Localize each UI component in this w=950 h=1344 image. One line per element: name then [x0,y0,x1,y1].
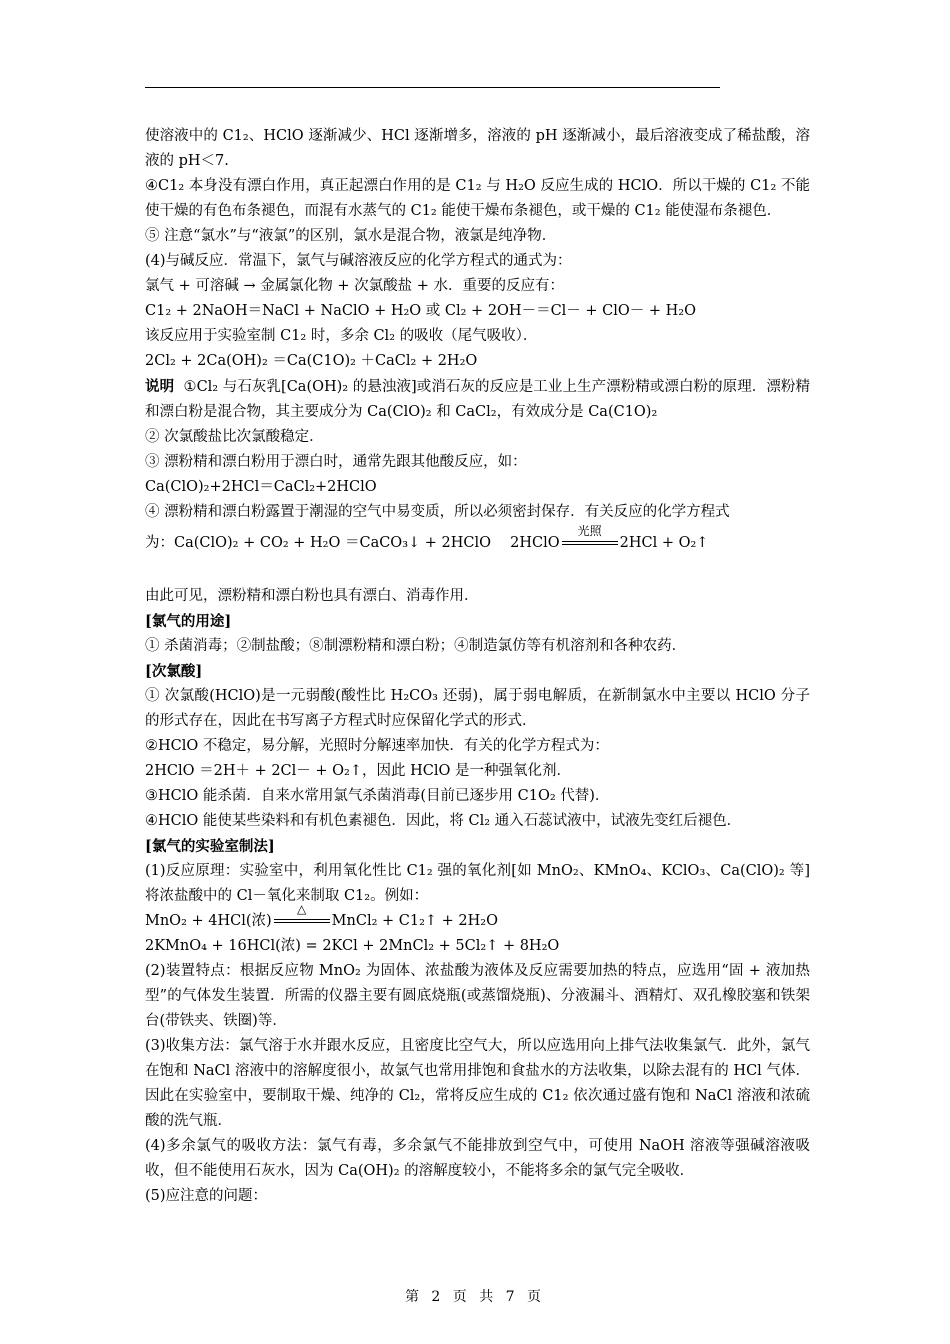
paragraph: ② 次氯酸盐比次氯酸稳定． [145,429,324,445]
paragraph: (4)与碱反应．常温下，氯气与碱溶液反应的化学方程式的通式为： [145,253,572,269]
paragraph: 由此可见，漂粉精和漂白粉也具有漂白、消毒作用． [145,588,479,604]
paragraph: ②HClO 不稳定，易分解，光照时分解速率加快．有关的化学方程式为： [145,738,609,754]
section-heading: [氯气的实验室制法] [145,838,275,855]
equation: 2HClO ＝2H＋ + 2Cl－ + O₂↑，因此 HClO 是一种强氧化剂． [145,763,571,779]
note-text: ①Cl₂ 与石灰乳[Ca(OH)₂ 的悬浊液]或消石灰的反应是工业上生产漂粉精或漂白粉的原理．漂粉精和漂白粉是混合物，其主要成分为 Ca(ClO)₂ 和 CaCl₂，有效成分是 Ca(C1O)₂ [145,379,811,420]
equation-with-condition [145,525,810,564]
paragraph: ③HClO 能杀菌．自来水常用氯气杀菌消毒(目前已逐步用 C1O₂ 代替)． [145,788,610,804]
condition-label: 光照 [577,524,602,538]
paragraph: ⑤ 注意“氯水”与“液氯”的区别，氯水是混合物，液氯是纯净物． [145,228,557,244]
equation: 2KMnO₄ + 16HCl(浓) = 2KCl + 2MnCl₂ + 5Cl₂↑ + 8H₂O [145,938,560,954]
header-rule [145,87,720,88]
reaction-condition [562,524,618,549]
equals-bar [562,541,618,545]
equation-left: MnO₂ + 4HCl(浓) [145,913,272,929]
paragraph: 氯气 + 可溶碱 → 金属氯化物 + 次氯酸盐 + 水．重要的反应有： [145,278,564,294]
equation-right: 2HCl + O₂↑ [619,535,709,551]
paragraph: (4)多余氯气的吸收方法：氯气有毒，多余氯气不能排放到空气中，可使用 NaOH 溶液等强碱溶液吸收，但不能使用石灰水，因为 Ca(OH)₂ 的溶解度较小，不能将多余的氯气完全吸收． [145,1138,810,1179]
note-paragraph [145,374,810,425]
paragraph: (2)装置特点：根据反应物 MnO₂ 为固体、浓盐酸为液体及反应需要加热的特点，应选用“固 + 液加热型”的气体发生装置．所需的仪器主要有圆底烧瓶(或蒸馏烧瓶)、分液漏斗、酒精灯、双孔橡胶塞和铁架台(带铁夹、铁圈)等． [145,963,810,1029]
paragraph: (3)收集方法：氯气溶于水并跟水反应，且密度比空气大，所以应选用向上排气法收集氯气．此外，氯气在饱和 NaCl 溶液中的溶解度很小，故氯气也常用排饱和食盐水的方法收集，以除去混有的 HCl 气体．因此在实验室中，要制取干燥、纯净的 Cl₂，常将反应生成的 C1₂ 依次通过盛有饱和 NaCl 溶液和浓硫酸的洗气瓶． [145,1038,810,1129]
condition-label: △ [297,902,307,916]
equation-with-condition [145,902,810,934]
paragraph: ③ 漂粉精和漂白粉用于漂白时，通常先跟其他酸反应，如： [145,454,527,470]
paragraph: 该反应用于实验室制 C1₂ 时，多余 Cl₂ 的吸收（尾气吸收）． [145,328,538,344]
section-heading: [次氯酸] [145,663,203,680]
paragraph: (1)反应原理：实验室中，利用氧化性比 C1₂ 强的氧化剂[如 MnO₂、KMnO₄、KClO₃、Ca(ClO)₂ 等]将浓盐酸中的 Cl－氧化来制取 C1₂。例如： [145,863,810,904]
spacer [145,564,810,584]
equation-right: MnCl₂ + C1₂↑ + 2H₂O [331,913,498,929]
paragraph: ① 杀菌消毒；②制盐酸；⑧制漂粉精和漂白粉；④制造氯仿等有机溶剂和各种农药． [145,638,687,654]
paragraph: ④ 漂粉精和漂白粉露置于潮湿的空气中易变质，所以必须密封保存．有关反应的化学方程式 [145,504,730,520]
paragraph: ④C1₂ 本身没有漂白作用，真正起漂白作用的是 C1₂ 与 H₂O 反应生成的 HClO．所以干燥的 C1₂ 不能使干燥的有色布条褪色，而混有水蒸气的 C1₂ 能使干燥布条褪色，或干燥的 C1₂ 能使湿布条褪色． [145,178,810,219]
paragraph: ① 次氯酸(HClO)是一元弱酸(酸性比 H₂CO₃ 还弱)，属于弱电解质，在新制氯水中主要以 HClO 分子的形式存在，因此在书写离子方程式时应保留化学式的形式． [145,688,810,729]
equation: 2Cl₂ + 2Ca(OH)₂ ＝Ca(C1O)₂ ＋CaCl₂ + 2H₂O [145,353,478,369]
equation: Ca(ClO)₂+2HCl＝CaCl₂+2HClO [145,479,377,495]
document-body [145,124,810,1209]
paragraph: (5)应注意的问题： [145,1188,268,1204]
reaction-condition [274,902,330,927]
equals-bar [274,919,330,923]
note-label: 说明 [145,378,175,395]
page-footer: 第 2 页 共 7 页 [404,1289,546,1305]
paragraph: 使溶液中的 C1₂、HClO 逐渐减少、HCl 逐渐增多，溶液的 pH 逐渐减小，最后溶液变成了稀盐酸，溶液的 pH＜7. [145,128,810,169]
equation-left: 为：Ca(ClO)₂ + CO₂ + H₂O ＝CaCO₃↓ + 2HClO 2HClO [145,535,560,551]
equation: C1₂ + 2NaOH＝NaCl + NaClO + H₂O 或 Cl₂ + 2OH－＝Cl－ + ClO－ + H₂O [145,303,697,319]
section-heading: [氯气的用途] [145,613,232,630]
paragraph: ④HClO 能使某些染料和有机色素褪色．因此，将 Cl₂ 通入石蕊试液中，试液先变红后褪色． [145,813,742,829]
